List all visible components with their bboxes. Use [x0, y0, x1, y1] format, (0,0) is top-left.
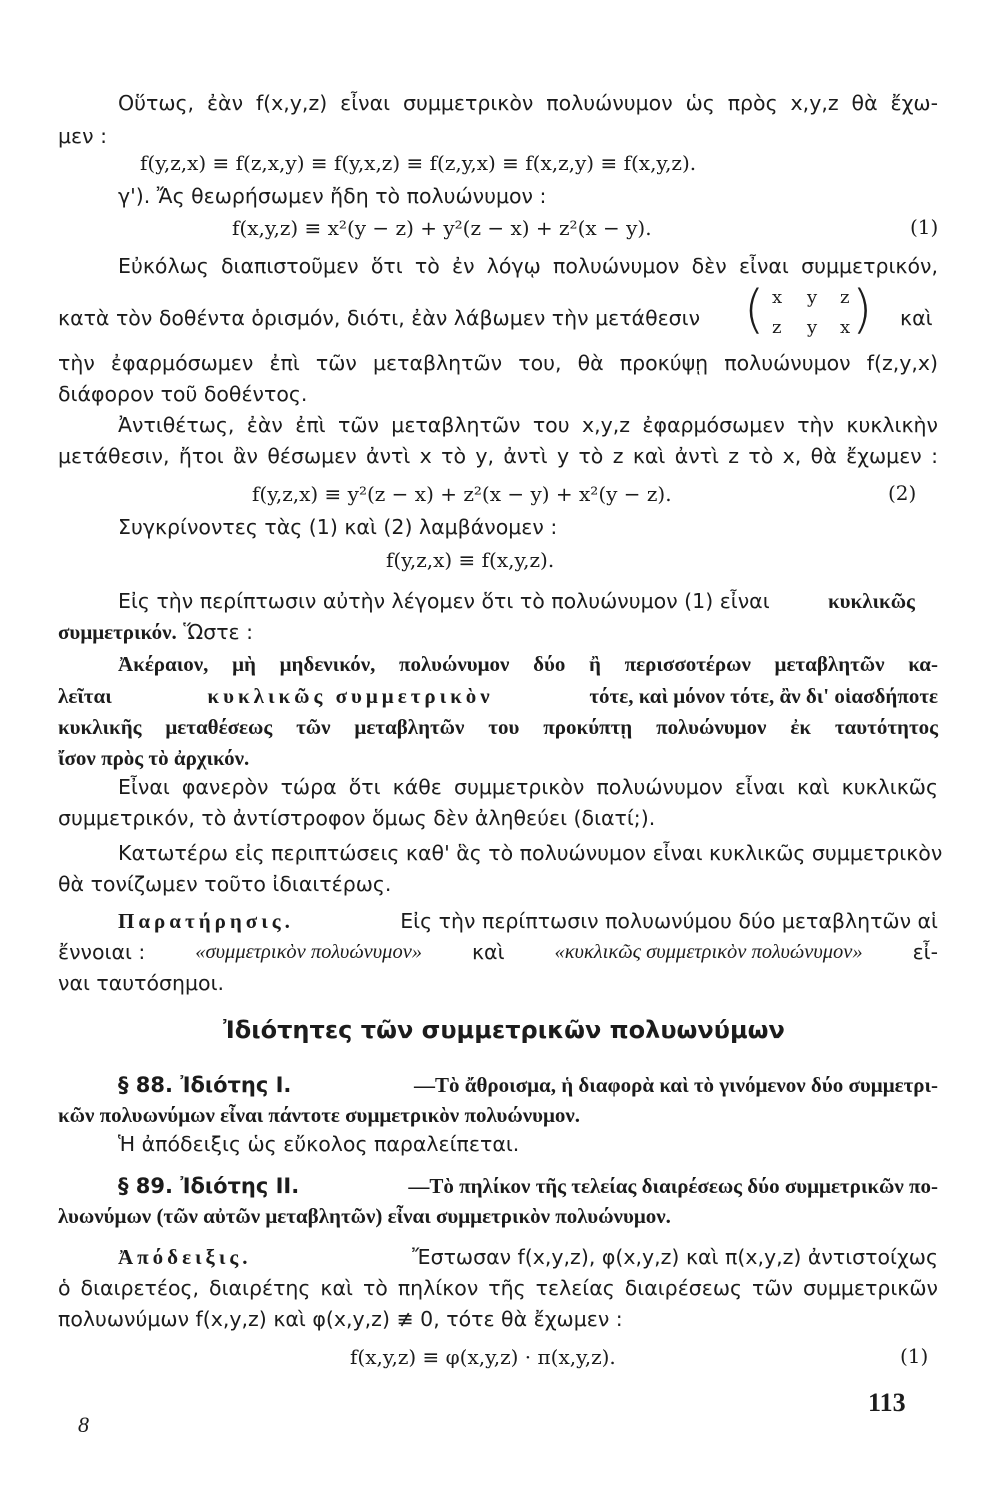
permutation-matrix: [744, 280, 873, 342]
text-line: Οὕτως, ἐὰν f(x,y,z) εἶναι συμμετρικὸν πολυώνυμον ὡς πρὸς x,y,z θὰ ἔχω-: [118, 91, 938, 115]
property-text: —Τὸ πηλίκον τῆς τελείας διαιρέσεως δύο συμμετρικῶν πο-: [408, 1174, 938, 1198]
spaced-term: κυκλικῶς συμμετρικὸν: [207, 684, 494, 708]
property-label: § 88. Ἰδιότης Ι.: [118, 1073, 292, 1097]
text-fragment: καὶ: [471, 940, 505, 964]
text-fragment: λεῖται: [58, 684, 112, 708]
equation-number: (2): [888, 481, 917, 505]
text-line: διάφορον τοῦ δοθέντος.: [58, 382, 308, 406]
text-line: θὰ τονίζωμεν τοῦτο ἰδιαιτέρως.: [58, 872, 392, 896]
matrix-cell: y: [807, 287, 818, 308]
equation: f(y,z,x) ≡ f(z,x,y) ≡ f(y,x,z) ≡ f(z,y,x) ≡ f(x,z,y) ≡ f(x,y,z).: [140, 151, 697, 175]
italic-term: «κυκλικῶς συμμετρικὸν πολυώνυμον»: [554, 941, 863, 963]
text-line: Εὐκόλως διαπιστοῦμεν ὅτι τὸ ἐν λόγῳ πολυώνυμον δὲν εἶναι συμμετρικόν,: [118, 254, 938, 278]
italic-term: «συμμετρικὸν πολυώνυμον»: [195, 941, 423, 963]
bold-term: κυκλικῶς: [828, 589, 915, 613]
definition-line: κυκλικῆς μεταθέσεως τῶν μεταβλητῶν του προκύπτῃ πολυώνυμον ἐκ ταυτότητος: [58, 715, 938, 739]
text-line: ναι ταυτόσημοι.: [58, 971, 225, 995]
text-line: γ'). Ἄς θεωρήσωμεν ἤδη τὸ πολυώνυμον :: [118, 184, 547, 208]
text-fragment: τότε, καὶ μόνον τότε, ἂν δι' οἱασδήποτε: [589, 684, 938, 708]
equation-number: (1): [900, 1344, 929, 1368]
proof-label: Ἀπόδειξις.: [118, 1245, 252, 1269]
section-heading: Ἰδιότητες τῶν συμμετρικῶν πολυωνύμων: [223, 1016, 785, 1044]
equation: f(y,z,x) ≡ y²(z − x) + z²(x − y) + x²(y − z).: [252, 482, 672, 506]
page-number: 113: [868, 1388, 906, 1417]
equation-number: (1): [910, 215, 939, 239]
text-line: ὁ διαιρετέος, διαιρέτης καὶ τὸ πηλίκον τῆς τελείας διαιρέσεως τῶν συμμετρικῶν: [58, 1276, 938, 1300]
definition-line: ἴσον πρὸς τὸ ἀρχικόν.: [58, 746, 250, 770]
property-line: λυωνύμων (τῶν αὐτῶν μεταβλητῶν) εἶναι συμμετρικὸν πολυώνυμον.: [58, 1204, 671, 1228]
remark-line: [58, 939, 938, 965]
property-line: [118, 1072, 938, 1098]
text-line: πολυωνύμων f(x,y,z) καὶ φ(x,y,z) ≢ 0, τότε θὰ ἔχωμεν :: [58, 1307, 623, 1331]
matrix-cell: x: [840, 317, 851, 338]
left-paren: (: [744, 280, 765, 340]
text-fragment: εἶ-: [912, 940, 938, 964]
text-line: Εἶναι φανερὸν τώρα ὅτι κάθε συμμετρικὸν πολυώνυμον εἶναι καὶ κυκλικῶς: [118, 775, 938, 799]
equation: f(x,y,z) ≡ φ(x,y,z) · π(x,y,z).: [350, 1345, 616, 1369]
text-fragment: Εἰς τὴν περίπτωσιν πολυωνύμου δύο μεταβλητῶν αἱ: [400, 909, 938, 933]
text-line: κατὰ τὸν δοθέντα ὁρισμόν, διότι, ἐὰν λάβωμεν τὴν μετάθεσιν: [58, 306, 701, 330]
equation: f(y,z,x) ≡ f(x,y,z).: [386, 548, 555, 572]
text-line: Εἰς τὴν περίπτωσιν αὐτὴν λέγομεν ὅτι τὸ πολυώνυμον (1) εἶναι: [118, 589, 770, 613]
remark-line: [118, 908, 938, 934]
text-fragment: Ἔστωσαν f(x,y,z), φ(x,y,z) καὶ π(x,y,z) ἀντιστοίχως: [412, 1245, 938, 1269]
text-line: μεν :: [58, 124, 107, 148]
signature-mark: 8: [78, 1412, 89, 1437]
property-line: [118, 1173, 938, 1199]
definition-line: Ἀκέραιον, μὴ μηδενικόν, πολυώνυμον δύο ἢ περισσοτέρων μεταβλητῶν κα-: [118, 652, 938, 676]
proof-line: [118, 1244, 938, 1270]
matrix-cell: y: [807, 317, 818, 338]
remark-label: Παρατήρησις.: [118, 909, 294, 933]
text-line: Συγκρίνοντες τὰς (1) καὶ (2) λαμβάνομεν :: [118, 515, 558, 539]
text-line: μετάθεσιν, ἤτοι ἂν θέσωμεν ἀντὶ x τὸ y, ἀντὶ y τὸ z καὶ ἀντὶ z τὸ x, θὰ ἔχωμεν :: [58, 444, 938, 468]
text-line: Κατωτέρω εἰς περιπτώσεις καθ' ἃς τὸ πολυώνυμον εἶναι κυκλικῶς συμμετρικὸν: [118, 841, 943, 865]
text-line: Ἡ ἀπόδειξις ὡς εὔκολος παραλείπεται.: [118, 1132, 520, 1156]
text-line: Ἀντιθέτως, ἐὰν ἐπὶ τῶν μεταβλητῶν του x,y,z ἐφαρμόσωμεν τὴν κυκλικὴν: [118, 413, 938, 437]
property-text: —Τὸ ἄθροισμα, ἡ διαφορὰ καὶ τὸ γινόμενον δύο συμμετρι-: [413, 1073, 938, 1097]
text-fragment: ἔννοιαι :: [58, 940, 146, 964]
matrix-cell: z: [840, 287, 850, 308]
text-line: τὴν ἐφαρμόσωμεν ἐπὶ τῶν μεταβλητῶν του, θὰ προκύψῃ πολυώνυμον f(z,y,x): [58, 351, 938, 375]
matrix-cell: x: [772, 287, 783, 308]
text-line: συμμετρικόν, τὸ ἀντίστροφον ὅμως δὲν ἀληθεύει (διατί;).: [58, 806, 656, 830]
property-line: κῶν πολυωνύμων εἶναι πάντοτε συμμετρικὸν πολυώνυμον.: [58, 1103, 581, 1127]
property-label: § 89. Ἰδιότης ΙΙ.: [118, 1174, 300, 1198]
text-fragment: Ὥστε :: [183, 620, 254, 644]
bold-term: συμμετρικόν.: [58, 620, 177, 644]
equation: f(x,y,z) ≡ x²(y − z) + y²(z − x) + z²(x − y).: [232, 216, 652, 240]
definition-line: [58, 683, 938, 709]
matrix-cell: z: [772, 317, 782, 338]
text-line: καὶ: [900, 306, 933, 330]
right-paren: ): [852, 280, 873, 340]
